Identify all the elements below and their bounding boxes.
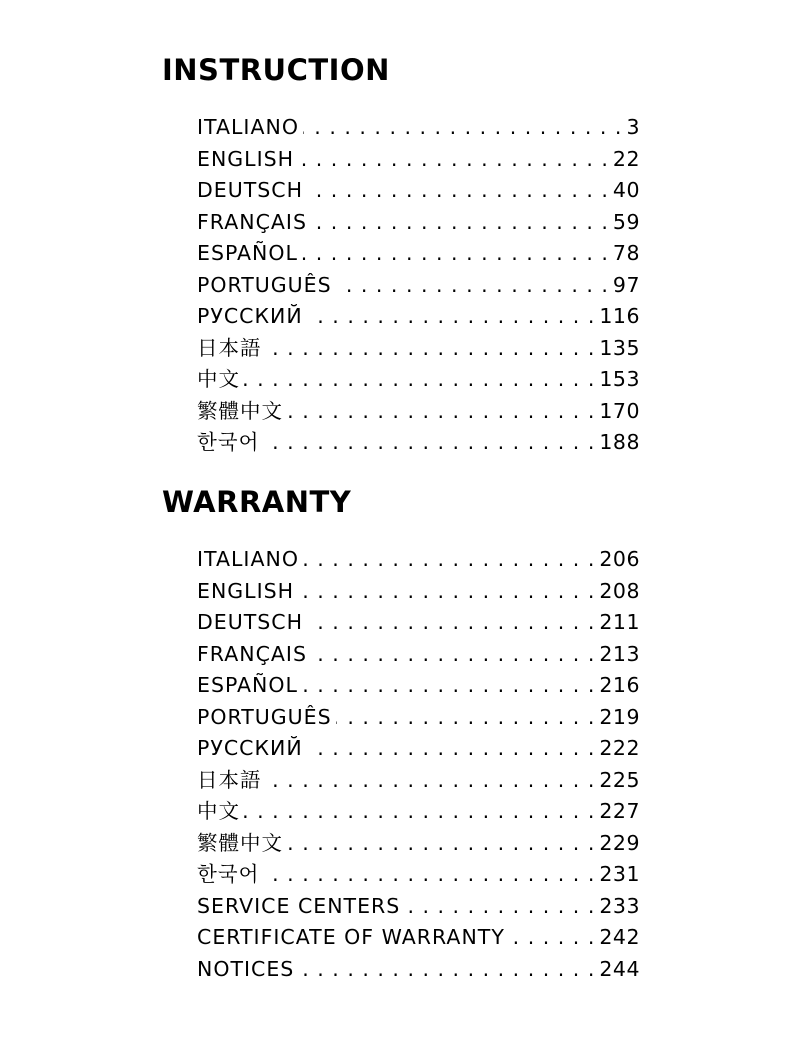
toc-entry-page: 225 [599,767,640,792]
toc-entry-page: 22 [612,146,640,171]
toc-entry-label: 日本語 [197,767,262,792]
toc-entry-page: 219 [599,704,640,729]
toc-entry-page: 59 [612,209,640,234]
toc-entry[interactable] [197,670,640,702]
toc-entry-label: ITALIANO [197,547,299,571]
toc-entry-label: РУССКИЙ [197,736,303,760]
toc-entry[interactable] [197,175,640,207]
dot-leader [302,238,609,270]
toc-entry[interactable] [197,333,640,365]
toc-entry-label: ITALIANO [197,115,299,139]
toc-entry-label: CERTIFICATE OF WARRANTY [197,925,505,949]
toc-entry-label: ENGLISH [197,146,295,171]
toc-entry-label: ENGLISH [197,578,295,603]
toc-entry-page: 206 [599,547,640,571]
toc-entry-label: 中文 [197,367,240,391]
toc-entry-page: 188 [599,430,640,454]
toc-entry-page: 153 [599,367,640,391]
warranty-heading: WARRANTY [162,485,352,519]
toc-entry-label: PORTUGUÊS [197,272,332,297]
toc-entry[interactable] [197,639,640,671]
dot-leader [298,576,595,608]
toc-entry-label: 繁體中文 [197,830,283,855]
toc-entry-label: FRANÇAIS [197,641,307,666]
toc-entry-page: 116 [599,304,640,328]
dot-leader [336,702,596,734]
dot-leader [298,954,595,986]
dot-leader [303,544,595,576]
toc-entry-label: 繁體中文 [197,398,283,423]
toc-entry[interactable] [197,922,640,954]
dot-leader [287,828,595,860]
dot-leader [266,765,596,797]
toc-entry-page: 231 [599,862,640,886]
toc-entry-label: NOTICES [197,956,295,981]
instruction-heading: INSTRUCTION [162,53,390,87]
dot-leader [336,270,609,302]
toc-entry-page: 135 [599,335,640,360]
dot-leader [404,891,595,923]
toc-entry[interactable] [197,270,640,302]
toc-entry[interactable] [197,607,640,639]
dot-leader [311,639,595,671]
dot-leader [266,333,596,365]
dot-leader [307,175,609,207]
toc-entry-label: PORTUGUÊS [197,704,332,729]
toc-entry-page: 227 [599,799,640,823]
dot-leader [302,670,595,702]
toc-entry-page: 244 [599,956,640,981]
toc-entry[interactable] [197,954,640,986]
toc-entry-page: 170 [599,398,640,423]
toc-entry[interactable] [197,576,640,608]
toc-entry[interactable] [197,238,640,270]
toc-entry-label: 한국어 [197,430,260,454]
toc-entry[interactable] [197,796,640,828]
toc-entry-page: 3 [626,115,640,139]
dot-leader [263,859,595,891]
dot-leader [244,796,595,828]
toc-entry-page: 229 [599,830,640,855]
toc-entry-label: FRANÇAIS [197,209,307,234]
toc-entry-page: 78 [612,241,640,265]
toc-entry-page: 213 [599,641,640,666]
toc-entry[interactable] [197,207,640,239]
toc-entry[interactable] [197,765,640,797]
instruction-toc-list [197,112,640,459]
toc-entry-label: SERVICE CENTERS [197,893,401,918]
toc-entry-page: 97 [612,272,640,297]
dot-leader [298,144,609,176]
toc-entry-label: ESPAÑOL [197,241,298,265]
dot-leader [263,427,595,459]
toc-entry[interactable] [197,891,640,923]
toc-entry[interactable] [197,733,640,765]
toc-entry[interactable] [197,364,640,396]
toc-entry[interactable] [197,144,640,176]
dot-leader [509,922,596,954]
toc-entry[interactable] [197,427,640,459]
toc-entry[interactable] [197,859,640,891]
toc-entry-page: 40 [612,178,640,202]
toc-entry[interactable] [197,112,640,144]
toc-entry-page: 211 [599,610,640,634]
toc-entry[interactable] [197,301,640,333]
dot-leader [307,301,596,333]
toc-entry[interactable] [197,396,640,428]
toc-entry-page: 242 [599,925,640,949]
dot-leader [287,396,595,428]
toc-entry-label: РУССКИЙ [197,304,303,328]
toc-entry-label: 한국어 [197,862,260,886]
toc-entry-label: DEUTSCH [197,610,304,634]
toc-entry-label: ESPAÑOL [197,673,298,697]
toc-entry-label: DEUTSCH [197,178,304,202]
dot-leader [311,207,609,239]
dot-leader [244,364,595,396]
dot-leader [303,112,622,144]
toc-entry[interactable] [197,702,640,734]
toc-entry-page: 233 [599,893,640,918]
toc-entry-label: 中文 [197,799,240,823]
toc-entry-page: 222 [599,736,640,760]
dot-leader [307,733,596,765]
toc-entry[interactable] [197,544,640,576]
toc-entry[interactable] [197,828,640,860]
toc-entry-label: 日本語 [197,335,262,360]
toc-entry-page: 208 [599,578,640,603]
toc-entry-page: 216 [599,673,640,697]
dot-leader [307,607,595,639]
warranty-toc-list [197,544,640,985]
